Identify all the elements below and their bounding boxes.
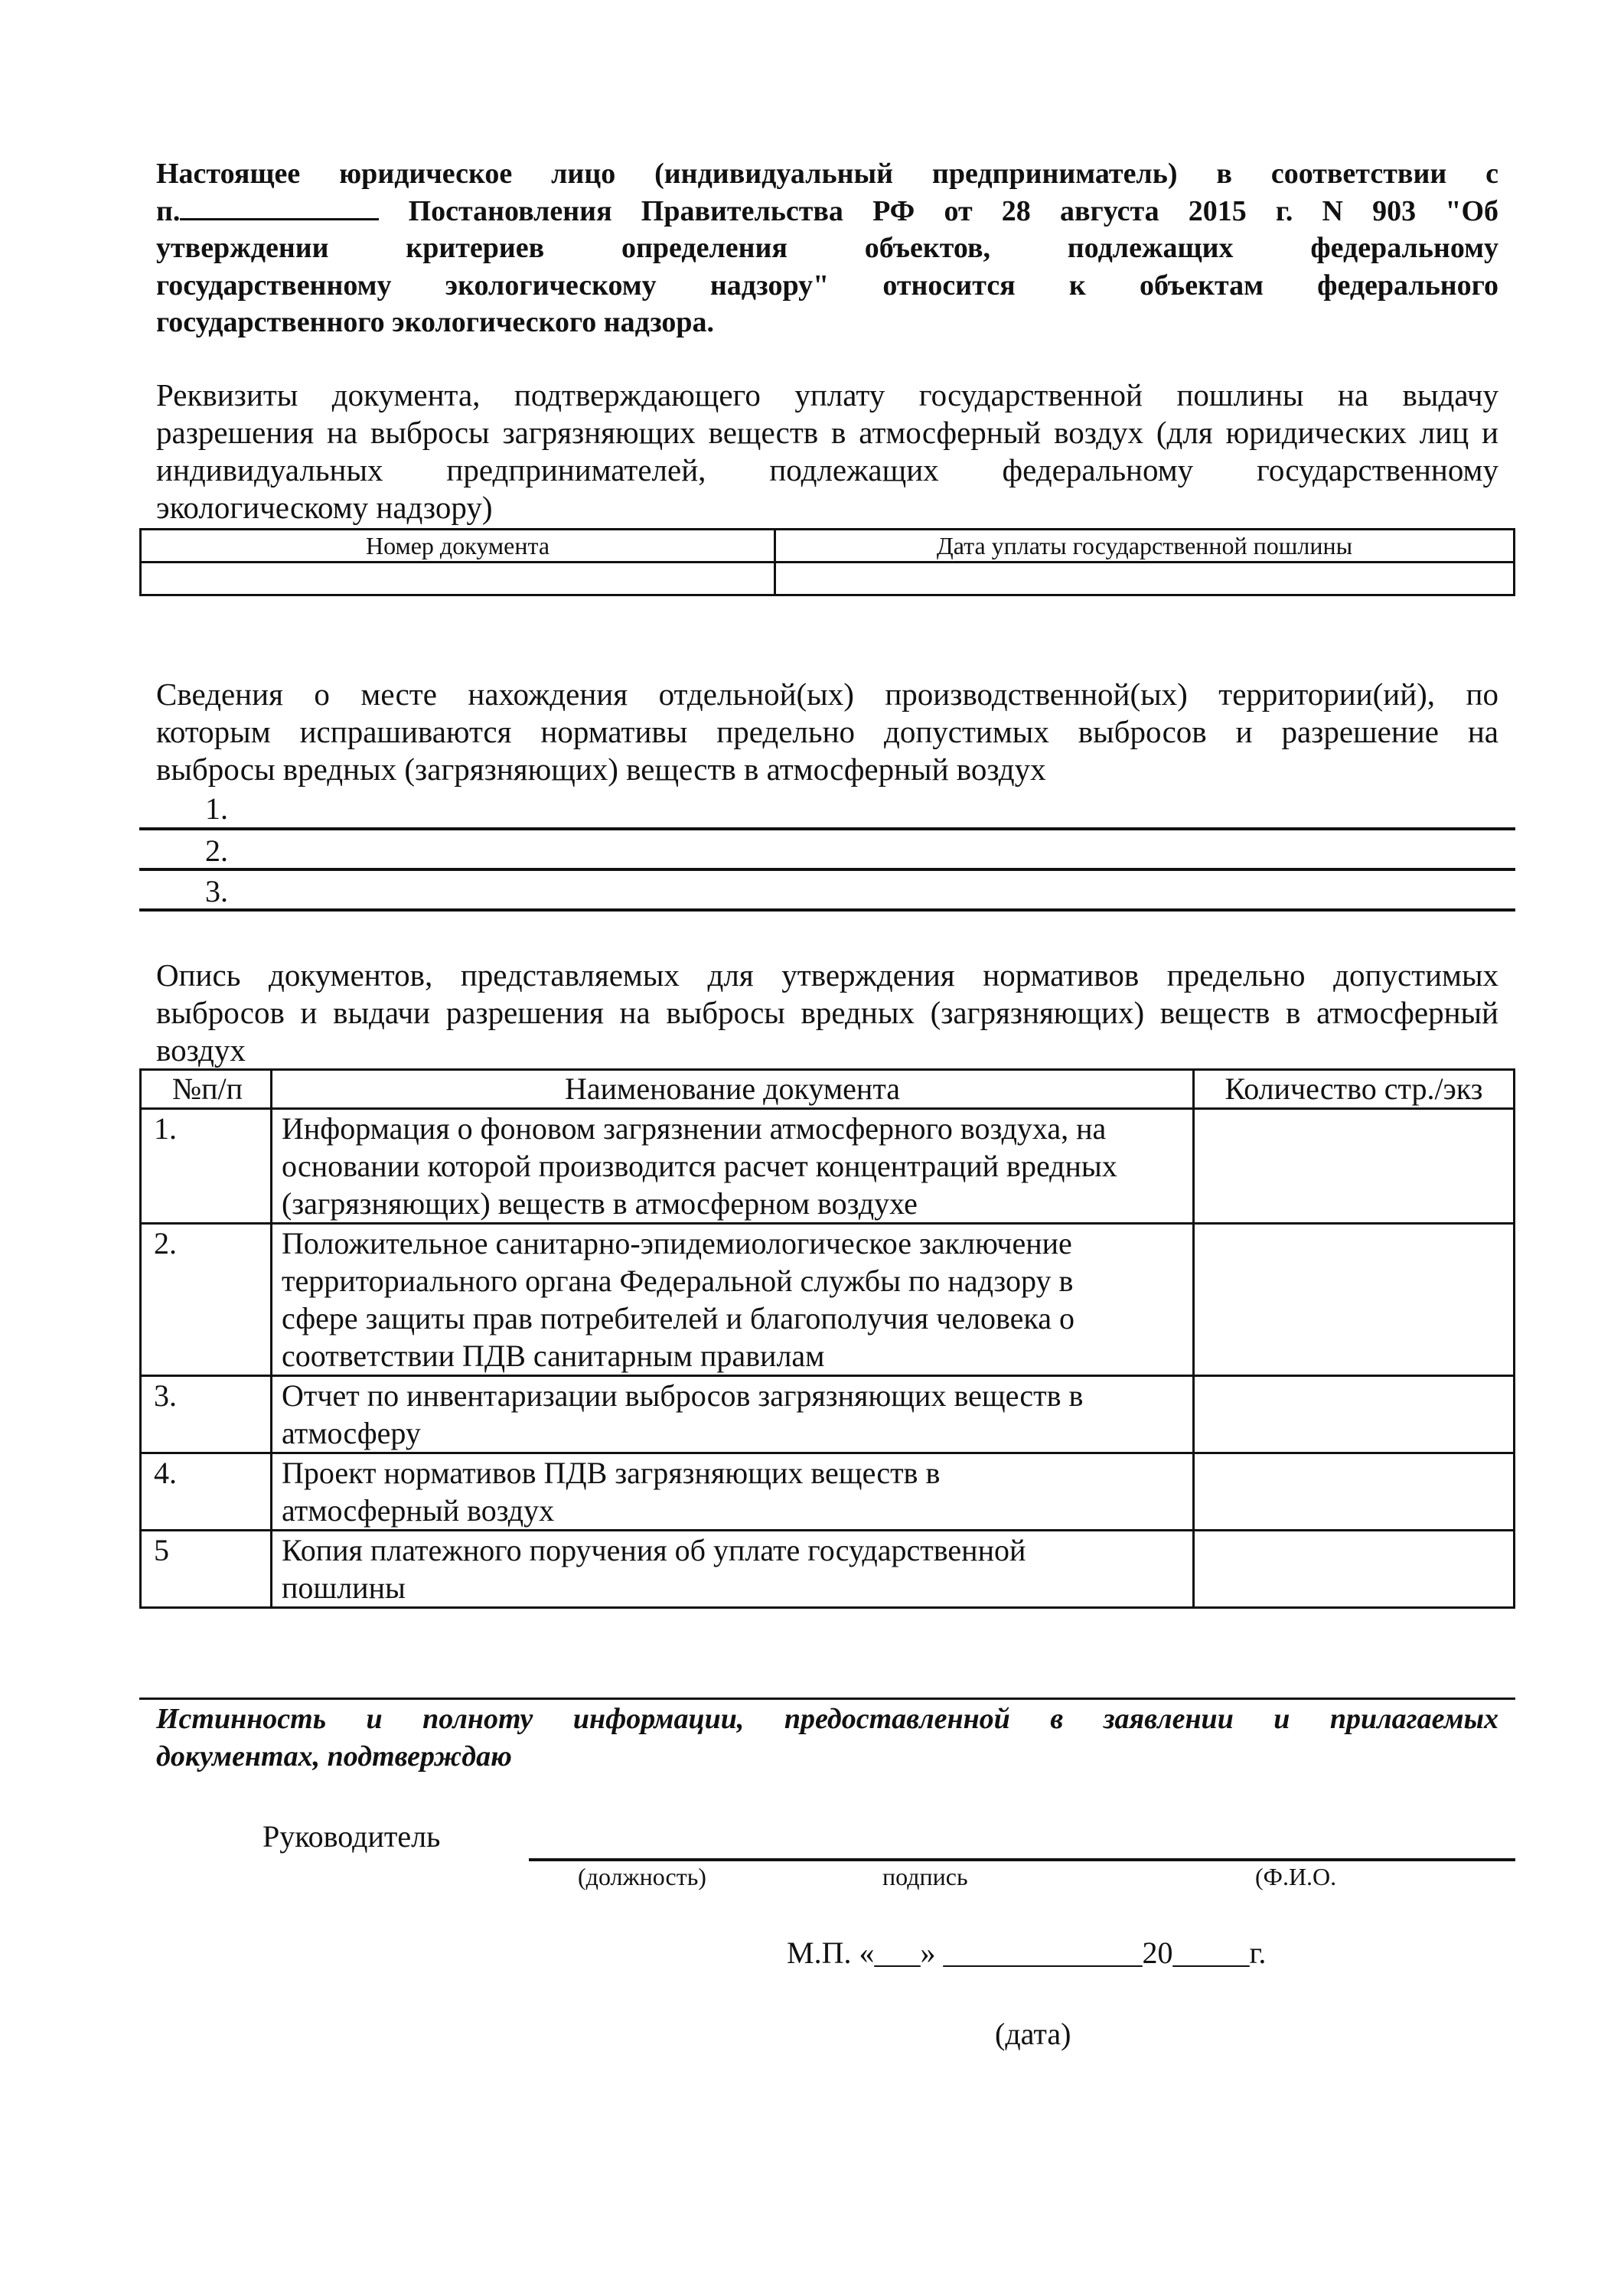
head-label: Руководитель (263, 1819, 441, 1854)
intro-line-4: государственному экологическому надзору" относится к объектам федерального (156, 269, 1498, 302)
territory-line-1: Сведения о месте нахождения отдельной(ых) производственной(ых) территории(ий), по (156, 677, 1498, 712)
inventory-paragraph (156, 957, 1498, 1069)
inventory-header-qty: Количество стр./экз (1194, 1070, 1515, 1109)
inventory-row-name-line: соответствии ПДВ санитарным правилам (282, 1339, 825, 1373)
inventory-row-num: 5 (141, 1531, 272, 1608)
inventory-row-name-line: Проект нормативов ПДВ загрязняющих веществ в (282, 1456, 941, 1490)
intro-clause-prefix: п. (156, 194, 181, 227)
territory-list (139, 788, 1515, 912)
inventory-row-name-line: Копия платежного поручения об уплате государственной (282, 1533, 1026, 1567)
inventory-row-name-line: территориального органа Федеральной службы по надзору в (282, 1264, 1074, 1298)
territory-line-3: выбросы вредных (загрязняющих) веществ в атмосферный воздух (156, 752, 1046, 787)
fee-line-1: Реквизиты документа, подтверждающего уплату государственной пошлины на выдачу (156, 377, 1498, 413)
inventory-row-name (272, 1376, 1194, 1453)
sign-caption: подпись (882, 1863, 968, 1890)
inventory-row (141, 1109, 1515, 1224)
clause-number-blank[interactable] (180, 195, 379, 220)
inventory-row (141, 1376, 1515, 1453)
inventory-row-qty-field[interactable] (1194, 1109, 1515, 1224)
inventory-row-name-line: Положительное санитарно-эпидемиологическое заключение (282, 1226, 1072, 1261)
territory-item-1[interactable]: 1. (139, 788, 1515, 830)
inventory-row-num: 1. (141, 1109, 272, 1224)
inventory-row (141, 1224, 1515, 1376)
inventory-row-name-line: атмосферный воздух (282, 1493, 555, 1528)
inventory-header-name: Наименование документа (272, 1070, 1194, 1109)
inventory-row-name (272, 1109, 1194, 1224)
intro-line-2-text: Постановления Правительства РФ от 28 августа 2015 г. N 903 "Об (408, 194, 1498, 227)
inventory-row-name-line: атмосферу (282, 1416, 421, 1450)
fio-caption: (Ф.И.О. (1255, 1863, 1337, 1890)
inventory-row-name-line: (загрязняющих) веществ в атмосферном воздухе (282, 1186, 918, 1221)
fee-header-doc-number: Номер документа (141, 530, 775, 563)
inventory-line-3: воздух (156, 1032, 246, 1068)
payment-date-field[interactable] (775, 563, 1515, 595)
position-caption: (должность) (578, 1863, 706, 1890)
fee-header-payment-date: Дата уплаты государственной пошлины (775, 530, 1515, 563)
certification-line-1: Истинность и полноту информации, предоставленной в заявлении и прилагаемых (156, 1703, 1498, 1735)
fee-table-header-row (141, 530, 1515, 563)
inventory-row-name-line: основании которой производится расчет концентраций вредных (282, 1149, 1117, 1183)
inventory-row-qty-field[interactable] (1194, 1376, 1515, 1453)
certification-line-2: документах, подтверждаю (156, 1740, 512, 1773)
territory-item-3[interactable]: 3. (139, 871, 1515, 912)
fee-line-3: индивидуальных предпринимателей, подлежащих федеральному государственному (156, 452, 1498, 488)
inventory-row-name-line: пошлины (282, 1570, 406, 1605)
inventory-row-qty-field[interactable] (1194, 1453, 1515, 1531)
inventory-row-name-line: Отчет по инвентаризации выбросов загрязняющих веществ в (282, 1378, 1084, 1413)
fee-line-4: экологическому надзору) (156, 490, 493, 525)
inventory-row-name (272, 1453, 1194, 1531)
inventory-row-qty-field[interactable] (1194, 1531, 1515, 1608)
signature-line[interactable] (529, 1858, 1515, 1861)
inventory-row-name-line: сфере защиты прав потребителей и благополучия человека о (282, 1301, 1075, 1336)
fee-table-input-row (141, 563, 1515, 595)
date-caption: (дата) (995, 2017, 1071, 2051)
stamp-date-line[interactable]: М.П. «___» _____________20_____г. (787, 1936, 1267, 1970)
inventory-row-num: 3. (141, 1376, 272, 1453)
inventory-row (141, 1453, 1515, 1531)
doc-number-field[interactable] (141, 563, 775, 595)
inventory-header-row (141, 1070, 1515, 1109)
inventory-row (141, 1531, 1515, 1608)
inventory-line-1: Опись документов, представляемых для утверждения нормативов предельно допустимых (156, 957, 1498, 993)
fee-line-2: разрешения на выбросы загрязняющих веществ в атмосферный воздух (для юридических лиц и (156, 415, 1498, 450)
territory-paragraph (156, 676, 1498, 788)
inventory-row-num: 4. (141, 1453, 272, 1531)
inventory-row-qty-field[interactable] (1194, 1224, 1515, 1376)
inventory-row-name-line: Информация о фоновом загрязнении атмосферного воздуха, на (282, 1111, 1107, 1146)
intro-line-5: государственного экологического надзора. (156, 306, 715, 338)
inventory-row-name (272, 1224, 1194, 1376)
inventory-row-name (272, 1531, 1194, 1608)
certification-divider (139, 1698, 1515, 1700)
intro-line-2 (156, 193, 1498, 230)
territory-line-2: которым испрашиваются нормативы предельно допустимых выбросов и разрешение на (156, 714, 1498, 749)
fee-table (139, 528, 1515, 596)
territory-item-2[interactable]: 2. (139, 830, 1515, 871)
intro-line-3: утверждении критериев определения объектов, подлежащих федеральному (156, 232, 1498, 264)
inventory-table (139, 1068, 1515, 1609)
certification-statement (156, 1701, 1498, 1776)
fee-paragraph (156, 377, 1498, 527)
inventory-row-num: 2. (141, 1224, 272, 1376)
inventory-header-num: №п/п (141, 1070, 272, 1109)
intro-line-1: Настоящее юридическое лицо (индивидуальный предприниматель) в соответствии с (156, 158, 1498, 190)
inventory-line-2: выбросов и выдачи разрешения на выбросы вредных (загрязняющих) веществ в атмосферный (156, 995, 1498, 1030)
intro-paragraph (156, 155, 1498, 341)
